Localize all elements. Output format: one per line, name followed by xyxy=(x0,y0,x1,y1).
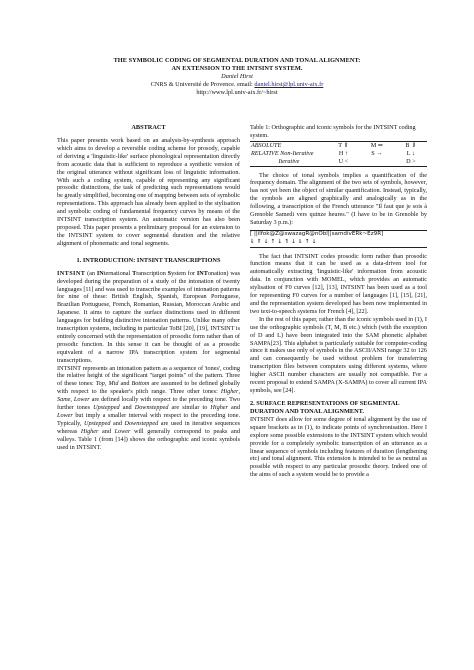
email-link[interactable]: daniel.hirst@lpl.univ-aix.fr xyxy=(254,81,324,88)
intsint-term: INTSINT xyxy=(57,269,86,277)
right-column xyxy=(250,124,427,479)
table-cell: T ⇑ xyxy=(328,141,359,149)
table-cell-label: RELATIVE Non-Iterative xyxy=(251,149,314,157)
table-cell: M ⇒ xyxy=(359,141,395,149)
table-row xyxy=(250,141,427,149)
ipa-transcription-line: [ ||ilfok@Z@swazagR@nObl||samdivERk~Ez9R] xyxy=(250,230,427,239)
table-cell-label: Iterative xyxy=(250,158,328,166)
table-cell: H ↑ xyxy=(338,149,348,157)
table-row xyxy=(250,158,427,166)
section-1-paragraph-1: INTSINT (an INternational Transcription System for INTonation) was developed during the preparation of a study of the intonation of twenty languages [11] and was used to transcribe examples of intonation patterns for nine of these: British English, Spanish, European Portuguese, Brazilian Portuguese, French, Romanian, Russian, Moroccan Arabic and Japanese. It aims to capture the surface distinctions used in different languages for building distinctive intonation patterns. Unlike many other transcription systems, including in particular ToBI [20], [19], INTSINT is entirely concerned with the representation of prosodic form rather than of prosodic function. In this sense it can be thought of as a prosodic equivalent of a narrow IPA transcription system for segmental transcriptions. xyxy=(57,269,240,364)
author-name: Daniel Hirst xyxy=(221,73,253,80)
paper-title-line-1: THE SYMBOLIC CODING OF SEGMENTAL DURATION AND TONAL ALIGNMENT: xyxy=(113,57,361,64)
table-1-caption: Table 1: Orthographic and iconic symbols for the INTSINT coding system. xyxy=(250,124,416,139)
section-1-heading: 1. INTRODUCTION: INTSINT TRANSCRIPTIONS xyxy=(76,256,221,264)
table-row xyxy=(250,150,427,158)
section-2-heading-line-2: DURATION AND TONAL ALIGNMENT. xyxy=(250,407,364,415)
right-paragraph-4: INTSINT does allow for some degree of tonal alignment by the use of square brackets as in (1), to indicate points of synchronisation. Here I explore some possible extensions to the INTSINT system which would provide for a completely symbolic transcription of an utterance as a linear sequence of symbols including features of duration (lengthening etc) and tonal alignment. This extension is intended to be as neutral as possible with respect to any particular prosodic theory. Indeed one of the aims of such a system would be to provide a xyxy=(250,415,427,479)
paper-header xyxy=(50,57,424,97)
affiliation-text: CNRS & Université de Provence. email: xyxy=(150,81,255,88)
right-paragraph-1: The choice of tonal symbols implies a quantification of the frequency domain. The alignment of the two sets of symbols, however, has not yet been the object of similar quantification. Instead, typically, the symbols are aligned graphically and analogically as in the following, a transcription of the French utterance "Il faut que je sois à Grenoble Samedi vers quinze heures." (I have to be in Grenoble by Saturday 3 p.m.): xyxy=(250,171,427,226)
paper-title-line-2: AN EXTENSION TO THE INTSINT SYSTEM. xyxy=(171,65,303,72)
abstract-heading: ABSTRACT xyxy=(131,124,166,131)
table-cell: B ⇓ xyxy=(395,141,427,149)
homepage-url[interactable]: http://www.lpl.univ-aix.fr/~hirst xyxy=(196,89,278,96)
table-1-symbols xyxy=(250,141,427,167)
table-cell: S → xyxy=(371,149,383,157)
table-cell-label: ABSOLUTE xyxy=(250,141,328,149)
intsint-arrow-line: ⇓ ⇑ ↓ ↑ ↓ ⇑ ↓ ⇓ ↑ ↓ xyxy=(250,239,427,248)
right-paragraph-3: In the rest of this paper, rather than the iconic symbols used in (1), I use the orthographic symbols (T, M, B etc.) which (with the exception of D and L) have been integrated into the SAM phonetic alphabet SAMPA[23]. This alphabet is particularly suitable for computer-coding since it makes use only of symbols in the ASCII/ANSI range 32 to 126 and can consequently be used without problem for transferring transcription files between computers using different systems, where higher ASCII number characters are usually not compatible. For a recent proposal to extend SAMPA (X-SAMPA) to cover all current IPA symbols, see [24]. xyxy=(250,315,427,394)
section-1-paragraph-2: INTSINT represents an intonation pattern as a sequence of 'tones', coding the relative height of the significant "target points" of the pattern. Three of these tones: Top, Mid and Bottom are assumed to be defined globally with respect to the speaker's pitch range. Three other tones: Higher, Same, Lower are defined locally with respect to the preceding tone. Two further tones Upstepped and Downstepped are similar to Higher and Lower but imply a smaller interval with respect to the preceding tone. Typically, Upstepped and Downstepped are used in iterative sequences whereas Higher and Lower will generally correspond to peaks and valleys. Table 1 (from [14]) shows the orthographic and iconic symbols used in INTSINT. xyxy=(57,364,241,451)
abstract-text: This paper presents work based on an analysis-by-synthesis approach which aims to develop a reversible coding scheme for prosody, capable of deriving a 'linguistic-like' surface phonological representation directly from acoustic data that is sufficient to reproduce a synthetic version of the original utterance without significant loss of linguistic information. With such a coding system, capable of representing any significant prosodic distinctions, the task of predicting such representations would be greatly simplified, becoming one of mapping between sets of symbolic representations. This approach has already been applied to the stylisation and symbolic coding of fundamental frequency curves by means of the INTSINT transcription system. An automatic version has also been proposed. This paper presents a preliminary proposal for an extension to the INTSINT system to cover segmental duration and the relative alignment of phonematic and tonal segments. xyxy=(57,137,241,247)
left-column xyxy=(57,124,240,452)
table-cell: D > xyxy=(395,158,427,166)
table-cell: L ↓ xyxy=(406,149,415,157)
table-cell: U < xyxy=(328,158,359,166)
section-2-heading-line-1: 2. SURFACE REPRESENTATIONS OF SEGMENTAL xyxy=(250,399,400,407)
table-cell xyxy=(359,158,395,166)
right-paragraph-2: The fact that INTSINT codes prosodic form rather than prosodic function means that it can be used as a data-driven tool for automatically extracting 'linguistic-like' information from acoustic data. In conjunction with MOMEL, which provides an automatic stylisation of F0 curves [12], [13], INTSINT has been used as a tool for representing F0 curves for a number of languages [1], [15], [21], and the representation system developed has been now implemented in two text-to-speech systems for French [4], [22]. xyxy=(250,252,427,315)
example-transcription xyxy=(250,230,427,248)
affiliation xyxy=(50,81,424,89)
